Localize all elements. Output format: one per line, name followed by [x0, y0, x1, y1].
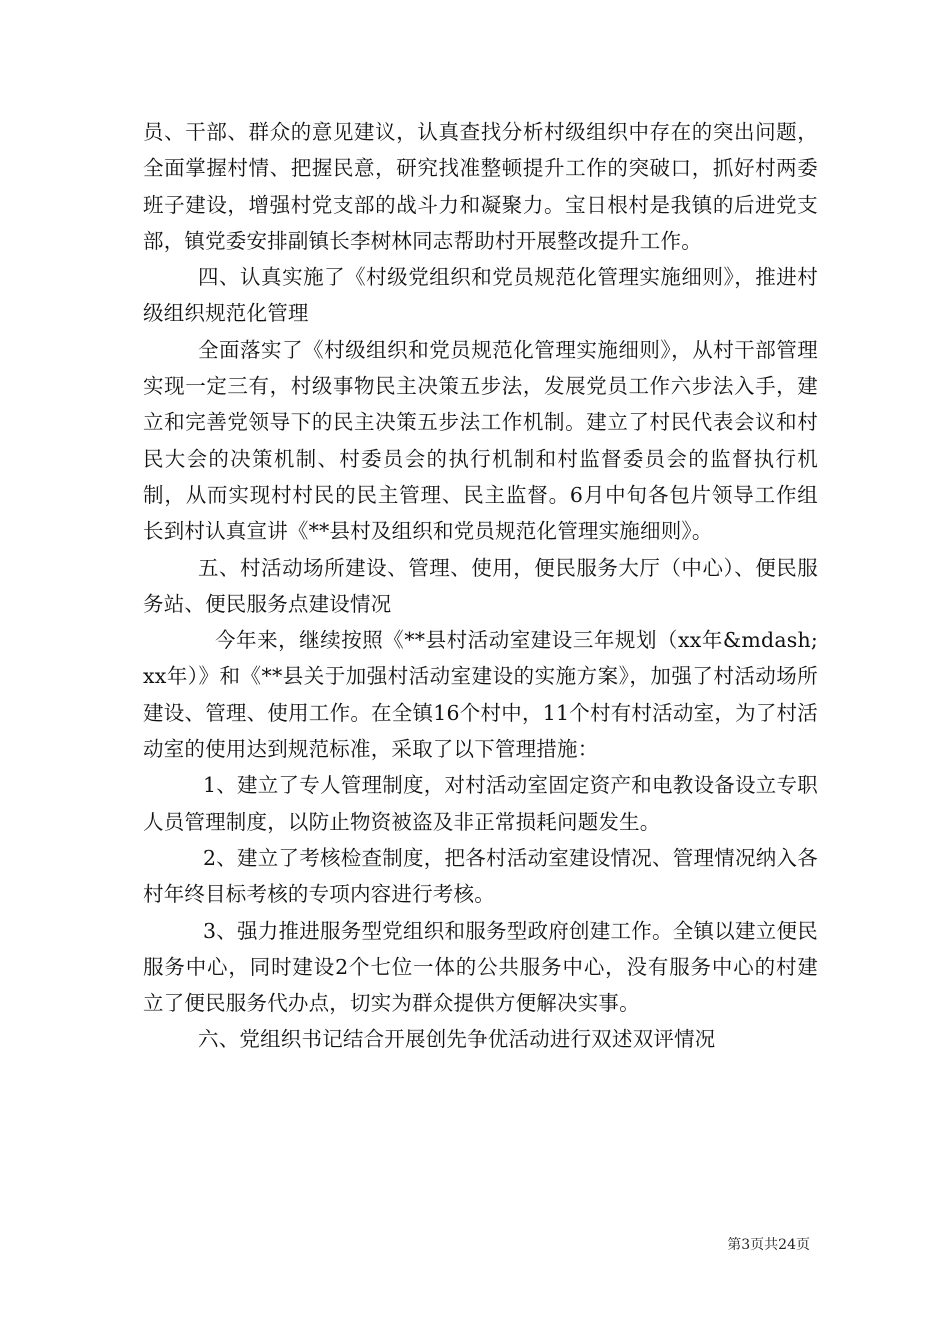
- section-heading-five: 五、村活动场所建设、管理、使用，便民服务大厅（中心）、便民服务站、便民服务点建设情况: [143, 555, 818, 616]
- paragraph-section-four: 全面落实了《村级组织和党员规范化管理实施细则》，从村干部管理实现一定三有，村级事物民主决策五步法，发展党员工作六步法入手，建立和完善党领导下的民主决策五步法工作机制。建立了村民代表会议和村民大会的决策机制、村委员会的执行机制和村监督委员会的监督执行机制，从而实现村村民的民主管理、民主监督。6月中旬各包片领导工作组长到村认真宣讲《**县村及组织和党员规范化管理实施细则》。: [143, 337, 818, 544]
- section-heading-six: 六、党组织书记结合开展创先争优活动进行双述双评情况: [198, 1027, 716, 1052]
- document-body: [143, 114, 818, 1058]
- list-item-2: 2、建立了考核检查制度，把各村活动室建设情况、管理情况纳入各村年终目标考核的专项内容进行考核。: [143, 845, 818, 907]
- list-item-1: 1、建立了专人管理制度，对村活动室固定资产和电教设备设立专职人员管理制度，以防止物资被盗及非正常损耗问题发生。: [143, 773, 818, 834]
- page-number: 第3页共24页: [727, 1237, 810, 1253]
- paragraph-continuation: 员、干部、群众的意见建议，认真查找分析村级组织中存在的突出问题，全面掌握村情、把握民意，研究找准整顿提升工作的突破口，抓好村两委班子建设，增强村党支部的战斗力和凝聚力。宝日根村是我镇的后进党支部，镇党委安排副镇长李树林同志帮助村开展整改提升工作。: [143, 120, 818, 253]
- paragraph-section-five: 今年来，继续按照《**县村活动室建设三年规划（xx年&mdash;xx年）》和《**县关于加强村活动室建设的实施方案》，加强了村活动场所建设、管理、使用工作。在全镇16个村中，11个村有村活动室，为了村活动室的使用达到规范标准，采取了以下管理措施：: [143, 628, 818, 762]
- section-heading-four: 四、认真实施了《村级党组织和党员规范化管理实施细则》，推进村级组织规范化管理: [143, 265, 818, 326]
- list-item-3: 3、强力推进服务型党组织和服务型政府创建工作。全镇以建立便民服务中心，同时建设2个七位一体的公共服务中心，没有服务中心的村建立了便民服务代办点，切实为群众提供方便解决实事。: [143, 918, 818, 1016]
